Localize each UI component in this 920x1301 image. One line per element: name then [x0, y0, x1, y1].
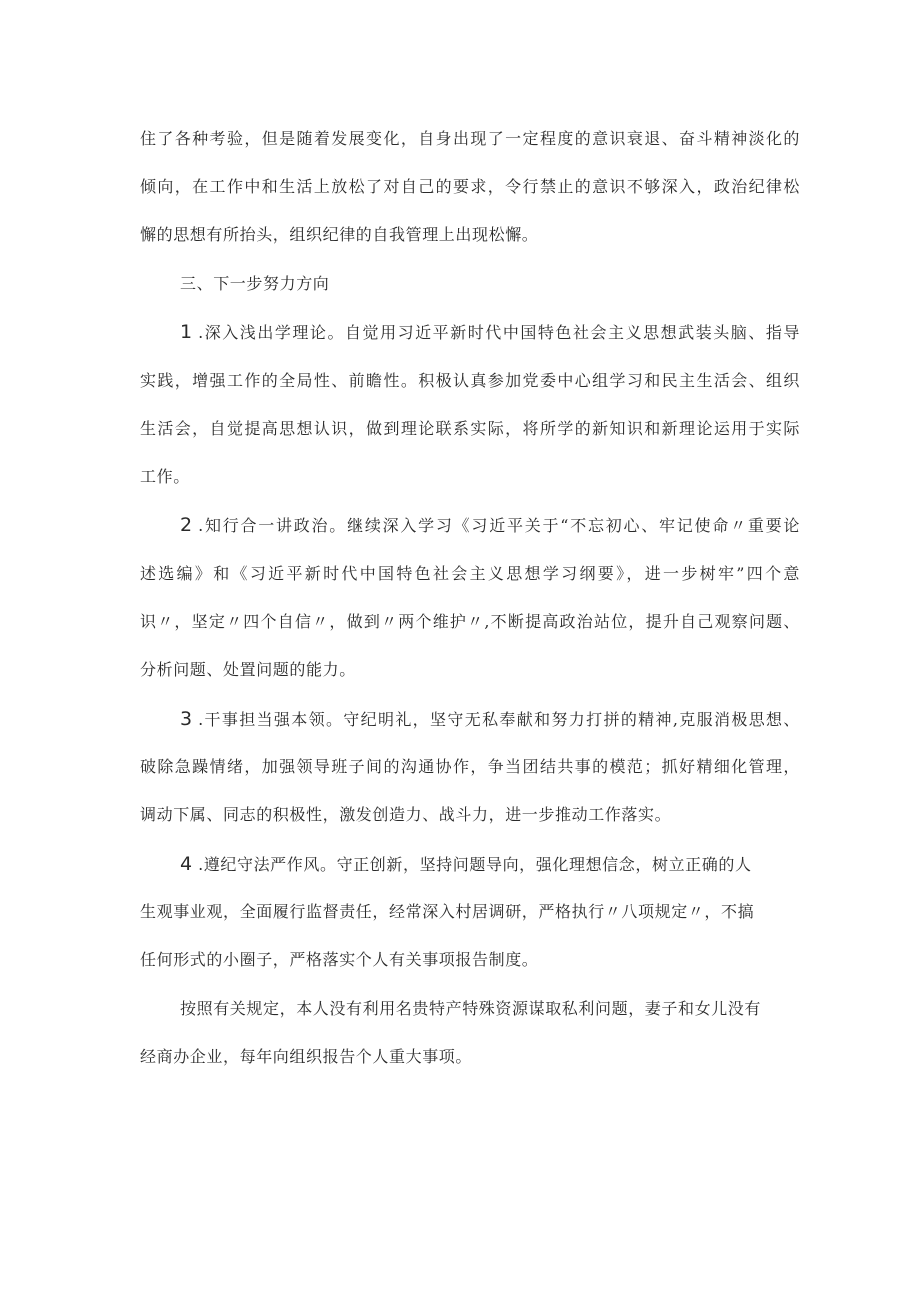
- paragraph-line: 识〃，坚定〃四个自信〃，做到〃两个维护〃,不断提高政治站位，提升自己观察问题、: [140, 612, 800, 631]
- list-item-text: .干事担当强本领。守纪明礼，坚守无私奉献和努力打拼的精神,克服消极思想、: [198, 710, 800, 729]
- paragraph-line: 工作。: [140, 467, 190, 486]
- paragraph-line: 生活会，自觉提高思想认识，做到理论联系实际，将所学的新知识和新理论运用于实际: [140, 419, 800, 438]
- list-item-4: [180, 854, 780, 875]
- paragraph-line: 任何形式的小圈子，严格落实个人有关事项报告制度。: [140, 950, 539, 969]
- paragraph-line: 住了各种考验，但是随着发展变化，自身出现了一定程度的意识衰退、奋斗精神淡化的: [140, 129, 800, 148]
- list-item-text: .遵纪守法严作风。守正创新，坚持问题导向，强化理想信念，树立正确的人: [198, 855, 752, 874]
- paragraph-line: 破除急躁情绪，加强领导班子间的沟通协作，争当团结共事的模范；抓好精细化管理，: [140, 757, 800, 776]
- list-item-2: [180, 515, 800, 536]
- list-item-text: .深入浅出学理论。自觉用习近平新时代中国特色社会主义思想武装头脑、指导: [198, 323, 800, 342]
- paragraph-line: 实践，增强工作的全局性、前瞻性。积极认真参加党委中心组学习和民主生活会、组织: [140, 371, 800, 390]
- paragraph-line: 经商办企业，每年向组织报告个人重大事项。: [140, 1047, 473, 1066]
- closing-paragraph: 按照有关规定，本人没有利用名贵特产特殊资源谋取私利问题，妻子和女儿没有: [180, 999, 762, 1018]
- paragraph-line: 生观事业观，全面履行监督责任，经常深入村居调研，严格执行〃八项规定〃，不搞: [140, 902, 755, 921]
- paragraph-line: 倾向，在工作中和生活上放松了对自己的要求，令行禁止的意识不够深入，政治纪律松: [140, 177, 800, 196]
- paragraph-line: 分析问题、处置问题的能力。: [140, 660, 356, 679]
- list-number: 1: [180, 321, 193, 343]
- list-item-text: .知行合一讲政治。继续深入学习《习近平关于“不忘初心、牢记使命〃重要论: [198, 516, 800, 535]
- list-number: 4: [180, 853, 193, 875]
- list-item-3: [180, 709, 800, 730]
- list-item-1: [180, 322, 800, 343]
- paragraph-line: 懈的思想有所抬头，组织纪律的自我管理上出现松懈。: [140, 225, 539, 244]
- section-heading: 三、下一步努力方向: [180, 274, 330, 293]
- paragraph-line: 调动下属、同志的积极性，激发创造力、战斗力，进一步推动工作落实。: [140, 805, 672, 824]
- list-number: 3: [180, 708, 193, 730]
- paragraph-line: 述选编》和《习近平新时代中国特色社会主义思想学习纲要》，进一步树牢”四个意: [140, 564, 800, 583]
- list-number: 2: [180, 514, 193, 536]
